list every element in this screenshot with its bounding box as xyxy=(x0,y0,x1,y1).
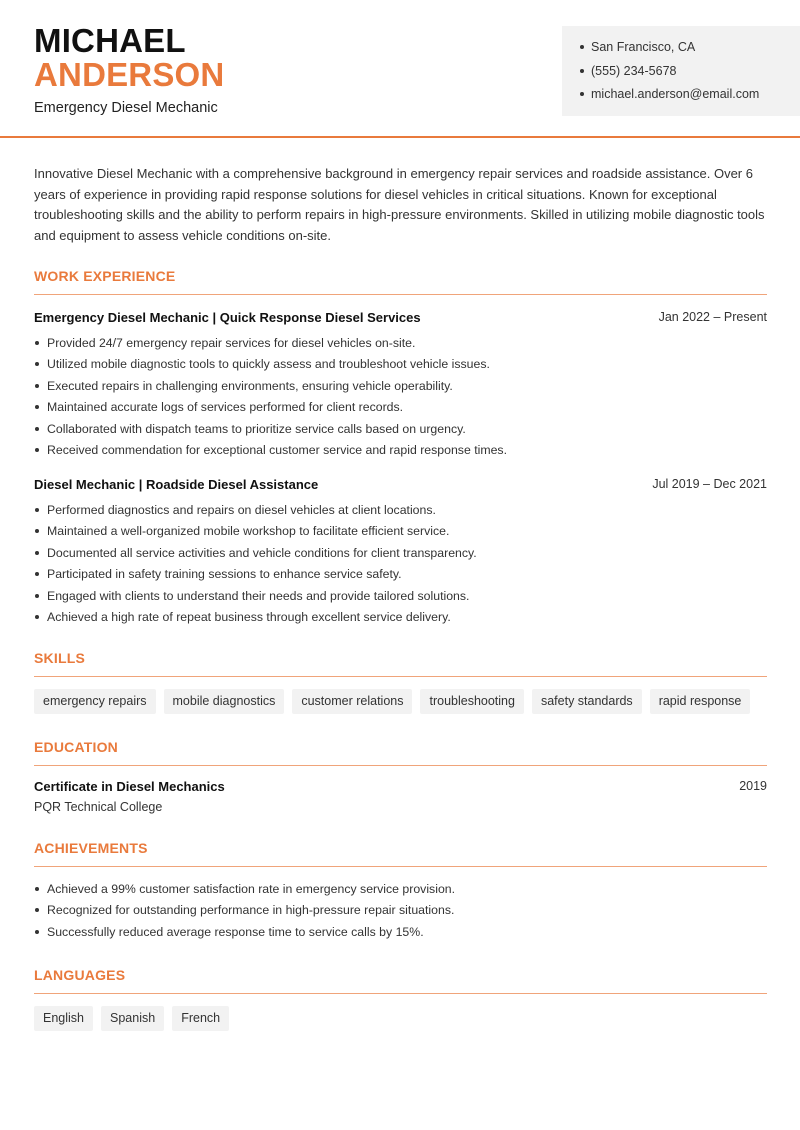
contact-email: michael.anderson@email.com xyxy=(580,85,800,109)
list-item: Engaged with clients to understand their needs and provide tailored solutions. xyxy=(34,587,767,608)
section-title-skills: SKILLS xyxy=(34,650,85,666)
languages-tags xyxy=(34,1006,229,1031)
language-tag: English xyxy=(34,1006,93,1031)
list-item: Executed repairs in challenging environments, ensuring vehicle operability. xyxy=(34,377,767,398)
job-dates: Jan 2022 – Present xyxy=(658,310,767,324)
section-title-work: WORK EXPERIENCE xyxy=(34,268,176,284)
job-header-2 xyxy=(34,477,767,492)
list-item: Received commendation for exceptional customer service and rapid response times. xyxy=(34,441,767,462)
list-item: Achieved a high rate of repeat business through excellent service delivery. xyxy=(34,608,767,629)
job-dates: Jul 2019 – Dec 2021 xyxy=(652,477,767,491)
section-title-achievements: ACHIEVEMENTS xyxy=(34,840,148,856)
language-tag: Spanish xyxy=(101,1006,164,1031)
job-bullets-2 xyxy=(34,501,767,629)
job-title: Emergency Diesel Mechanic xyxy=(34,100,218,116)
skill-tag: safety standards xyxy=(532,689,642,714)
skill-tag: customer relations xyxy=(292,689,412,714)
list-item: Provided 24/7 emergency repair services for diesel vehicles on-site. xyxy=(34,334,767,355)
list-item: Performed diagnostics and repairs on diesel vehicles at client locations. xyxy=(34,501,767,522)
list-item: Utilized mobile diagnostic tools to quickly assess and troubleshoot vehicle issues. xyxy=(34,355,767,376)
job-role: Emergency Diesel Mechanic | Quick Response Diesel Services xyxy=(34,310,421,325)
section-rule-skills xyxy=(34,676,767,677)
list-item: Maintained accurate logs of services performed for client records. xyxy=(34,398,767,419)
contact-box xyxy=(562,26,800,116)
summary: Innovative Diesel Mechanic with a comprehensive background in emergency repair services and roadside assistance. Over 6 years of experience in providing rapid response solutions for diesel vehicles in critical situations. Known for exceptional troubleshooting skills and the ability to perform repairs in high-pressure environments. Skilled in utilizing mobile diagnostic tools and equipment to assess vehicle conditions on-site. xyxy=(34,166,765,244)
first-name: MICHAEL xyxy=(34,22,186,59)
list-item: Successfully reduced average response time to service calls by 15%. xyxy=(34,923,767,944)
section-rule-work xyxy=(34,294,767,295)
education-degree: Certificate in Diesel Mechanics xyxy=(34,779,225,794)
list-item: Maintained a well-organized mobile workshop to facilitate efficient service. xyxy=(34,522,767,543)
section-rule-achievements xyxy=(34,866,767,867)
list-item: Participated in safety training sessions to enhance service safety. xyxy=(34,565,767,586)
skill-tag: troubleshooting xyxy=(420,689,523,714)
education-year: 2019 xyxy=(739,779,767,793)
section-title-languages: LANGUAGES xyxy=(34,967,126,983)
skills-tags xyxy=(34,689,750,714)
contact-phone: (555) 234-5678 xyxy=(580,62,800,86)
list-item: Documented all service activities and vehicle conditions for client transparency. xyxy=(34,544,767,565)
achievements-list xyxy=(34,880,767,944)
job-bullets-1 xyxy=(34,334,767,462)
education-school: PQR Technical College xyxy=(34,800,163,814)
skill-tag: mobile diagnostics xyxy=(164,689,285,714)
job-header-1 xyxy=(34,310,767,325)
resume-header xyxy=(0,0,800,138)
skill-tag: emergency repairs xyxy=(34,689,156,714)
list-item: Recognized for outstanding performance in high-pressure repair situations. xyxy=(34,901,767,922)
list-item: Achieved a 99% customer satisfaction rate in emergency service provision. xyxy=(34,880,767,901)
language-tag: French xyxy=(172,1006,229,1031)
list-item: Collaborated with dispatch teams to prioritize service calls based on urgency. xyxy=(34,420,767,441)
section-rule-education xyxy=(34,765,767,766)
section-title-education: EDUCATION xyxy=(34,739,118,755)
skill-tag: rapid response xyxy=(650,689,751,714)
job-role: Diesel Mechanic | Roadside Diesel Assistance xyxy=(34,477,319,492)
contact-location: San Francisco, CA xyxy=(580,38,800,62)
section-rule-languages xyxy=(34,993,767,994)
last-name: ANDERSON xyxy=(34,56,225,93)
